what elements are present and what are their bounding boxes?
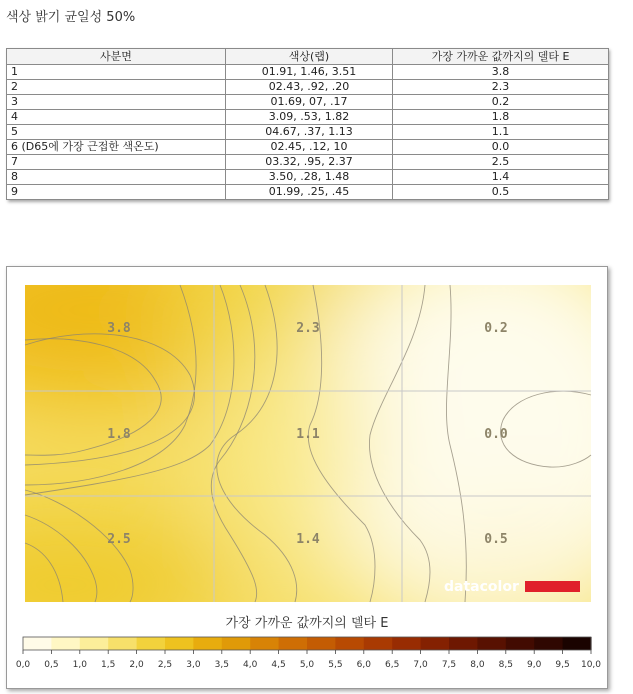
delta-e-cell: 2.5 [393,155,609,170]
uniformity-map-panel [6,266,608,689]
legend-tick-label: 9,0 [527,660,542,670]
legend-swatch [279,637,308,650]
cell-value-9: 0.5 [484,532,508,547]
table-row [7,170,609,185]
table-row [7,95,609,110]
delta-e-cell: 0.0 [393,140,609,155]
legend-tick-label: 6,0 [356,660,371,670]
cell-value-5: 1.1 [296,427,320,442]
table-row [7,125,609,140]
legend-tick-label: 9,5 [555,660,570,670]
legend-swatch [80,637,109,650]
legend-swatch [477,637,506,650]
quadrant-cell: 1 [7,65,226,80]
color-scale-legend [15,633,602,681]
lab-cell: 3.09, .53, 1.82 [226,110,393,125]
legend-tick-label: 7,0 [413,660,428,670]
lab-cell: 02.45, .12, 10 [226,140,393,155]
legend-swatch [23,637,52,650]
legend-tick-label: 5,0 [299,660,315,670]
legend-swatch [307,637,336,650]
legend-tick-label: 3,0 [186,660,201,670]
table-header-row [7,49,609,65]
legend-swatch [250,637,279,650]
legend-swatch [108,637,137,650]
quadrant-cell: 6 (D65에 가장 근접한 색온도) [7,140,226,155]
cell-value-7: 2.5 [107,532,131,547]
legend-title: 가장 가까운 값까지의 델타 E [225,616,389,631]
table-row [7,65,609,80]
cell-value-2: 2.3 [296,321,320,336]
logo-bar [525,581,580,592]
cell-value-8: 1.4 [296,532,320,547]
uniformity-table [6,48,608,200]
table-row [7,155,609,170]
legend-swatch [563,637,592,650]
legend-tick-label: 8,5 [498,660,513,670]
table-row [7,185,609,200]
quadrant-cell: 3 [7,95,226,110]
quadrant-cell: 9 [7,185,226,200]
delta-e-cell: 1.4 [393,170,609,185]
cell-value-3: 0.2 [484,321,508,336]
delta-e-cell: 3.8 [393,65,609,80]
legend-swatch [534,637,563,650]
logo-text: datacolor [444,579,519,595]
lab-cell: 01.69, 07, .17 [226,95,393,110]
legend-tick-label: 0,0 [15,660,31,670]
legend-swatch [421,637,450,650]
header-delta-e: 가장 가까운 값까지의 델타 E [393,49,609,65]
header-quadrant: 사분면 [7,49,226,65]
delta-e-cell: 1.8 [393,110,609,125]
legend-swatch [506,637,535,650]
legend-tick-label: 2,5 [157,660,173,670]
legend-tick-label: 4,0 [243,660,258,670]
table-row [7,80,609,95]
page-title: 색상 밝기 균일성 50% [6,10,136,25]
legend-swatch [222,637,251,650]
legend-tick-label: 0,5 [44,660,59,670]
legend-tick-label: 3,5 [214,660,229,670]
legend-swatch [137,637,166,650]
legend-swatch [51,637,80,650]
legend-tick-label: 5,5 [328,660,343,670]
legend-tick-label: 1,5 [101,660,116,670]
delta-e-cell: 1.1 [393,125,609,140]
legend-swatch [335,637,364,650]
legend-tick-label: 8,0 [470,660,485,670]
legend-tick-label: 2,0 [129,660,144,670]
header-color-lab: 색상(랩) [226,49,393,65]
delta-e-cell: 0.2 [393,95,609,110]
quadrant-cell: 5 [7,125,226,140]
legend-tick-label: 6,5 [385,660,400,670]
legend-tick-label: 4,5 [271,660,286,670]
legend-ticks [16,650,601,670]
legend-swatch [165,637,194,650]
legend-tick-label: 10,0 [580,660,602,670]
legend-swatch [449,637,478,650]
lab-cell: 02.43, .92, .20 [226,80,393,95]
delta-e-cell: 0.5 [393,185,609,200]
lab-cell: 03.32, .95, 2.37 [226,155,393,170]
quadrant-cell: 7 [7,155,226,170]
lab-cell: 01.99, .25, .45 [226,185,393,200]
cell-value-1: 3.8 [107,321,131,336]
quadrant-cell: 2 [7,80,226,95]
legend-swatch [392,637,421,650]
uniformity-data-table [6,48,609,200]
legend-tick-label: 1,0 [72,660,87,670]
table-row [7,110,609,125]
uniformity-heatmap [25,285,591,602]
legend-tick-label: 7,5 [441,660,457,670]
legend-swatch [364,637,393,650]
delta-e-cell: 2.3 [393,80,609,95]
cell-value-6: 0.0 [484,427,508,442]
quadrant-cell: 4 [7,110,226,125]
legend-swatches [23,637,592,650]
lab-cell: 3.50, .28, 1.48 [226,170,393,185]
cell-value-4: 1.8 [107,427,131,442]
table-row [7,140,609,155]
legend-swatch [193,637,222,650]
lab-cell: 04.67, .37, 1.13 [226,125,393,140]
lab-cell: 01.91, 1.46, 3.51 [226,65,393,80]
quadrant-cell: 8 [7,170,226,185]
